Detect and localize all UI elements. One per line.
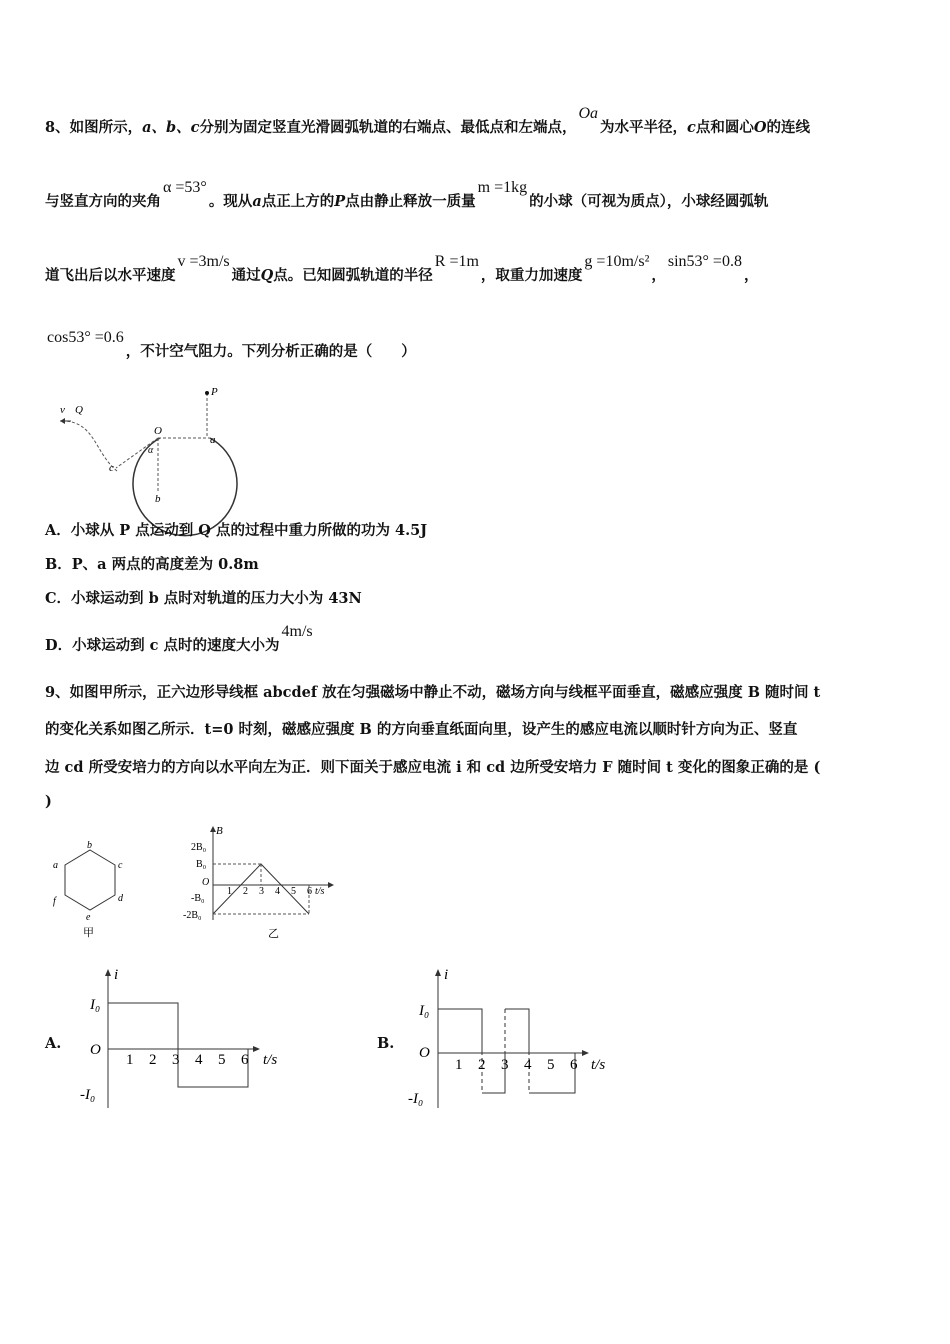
label-c: c	[109, 462, 114, 474]
q8-text: 点由静止释放一质量	[345, 193, 476, 210]
q8-text: ，取重力加速度	[480, 267, 583, 284]
q8-point-a: a	[252, 193, 262, 210]
b-tick-i0: I₀	[419, 1003, 430, 1019]
bt-caption: 乙	[268, 928, 279, 940]
q8-line-2	[45, 179, 769, 211]
q8-text: 分别为固定竖直光滑圆弧轨道的右端点、最低点和左端点，	[199, 119, 577, 136]
label-o: O	[154, 425, 162, 437]
q9-option-b-label[interactable]: B.	[377, 1035, 395, 1052]
a-ylabel: i	[114, 967, 119, 983]
bt-tick-neg-2b0: -2B₀	[183, 910, 202, 921]
q8-text: 。现从	[208, 193, 253, 210]
bt-tick-neg-b0: -B₀	[191, 893, 205, 904]
a-tick-neg-i0: -I₀	[80, 1087, 96, 1103]
a-tick-2: 2	[149, 1052, 157, 1068]
q8-text: 的连线	[766, 119, 811, 136]
b-ylabel: i	[444, 967, 449, 983]
bt-origin: O	[202, 877, 210, 888]
bt-tick-b0: B₀	[196, 859, 207, 870]
q8-option-a[interactable]: A．小球从 P 点运动到 Q 点的过程中重力所做的功为 4.5J	[45, 522, 428, 539]
b-x-arrow-icon	[582, 1050, 589, 1056]
label-q: Q	[75, 404, 83, 416]
q9-line-4: )	[45, 793, 52, 810]
a-xlabel: t/s	[263, 1052, 278, 1068]
q8-text: 点。已知圆弧轨道的半径	[273, 267, 433, 284]
label-v: v	[60, 404, 65, 416]
b-tick-4: 4	[524, 1057, 532, 1073]
label-p: P	[211, 386, 218, 398]
hex-label-f: f	[53, 896, 56, 907]
q8-line-4	[45, 329, 416, 361]
b-seg-3	[505, 1009, 529, 1053]
a-x-arrow-icon	[253, 1046, 260, 1052]
q8-text: 通过	[231, 267, 261, 284]
q8-point-c: c	[687, 119, 696, 136]
q8-text: ，	[743, 267, 759, 284]
q8-text: 8、如图所示，	[45, 119, 143, 136]
bt-tick-6: 6	[307, 886, 312, 897]
b-tick-3: 3	[501, 1057, 509, 1073]
q9-line-1: 9、如图甲所示，正六边形导线框 abcdef 放在匀强磁场中静止不动，磁场方向与线框平面垂直，磁感应强度 B 随时间 t	[45, 684, 821, 701]
q9-line-2: 的变化关系如图乙所示．t=0 时刻，磁感应强度 B 的方向垂直纸面向里，设产生的感应电流以顺时针方向为正、竖直	[45, 721, 798, 738]
a-tick-3: 3	[172, 1052, 180, 1068]
q9-line-3: 边 cd 所受安培力的方向以水平向左为正．则下面关于感应电流 i 和 cd 边所受安培力 F 随时间 t 变化的图象正确的是 (	[45, 759, 821, 776]
q8-text: 与竖直方向的夹角	[45, 193, 161, 210]
q8-point-o: O	[753, 119, 767, 136]
a-tick-6: 6	[241, 1052, 249, 1068]
formula-radius: R =1m	[434, 253, 479, 270]
bt-tick-2b0: 2B₀	[191, 842, 207, 853]
q9-option-a-graph[interactable]	[78, 965, 308, 1115]
a-tick-1: 1	[126, 1052, 134, 1068]
a-tick-4: 4	[195, 1052, 203, 1068]
formula-mass: m =1kg	[477, 179, 528, 196]
hexagon-figure	[45, 838, 135, 943]
b-origin: O	[419, 1045, 430, 1061]
formula-alpha: α =53°	[163, 179, 207, 196]
arrow-head-icon	[60, 418, 65, 424]
q8-option-c[interactable]: C．小球运动到 b 点时对轨道的压力大小为 43N	[45, 590, 362, 607]
point-p	[205, 391, 209, 395]
a-origin: O	[90, 1042, 101, 1058]
q8-point-p: P	[334, 193, 346, 210]
q8-text: 点和圆心	[695, 119, 754, 136]
b-tick-neg-i0: -I₀	[408, 1091, 424, 1107]
hex-caption: 甲	[83, 927, 94, 939]
bt-tick-4: 4	[275, 886, 280, 897]
q8-point-q: Q	[260, 267, 274, 284]
q8-line-3	[45, 253, 759, 285]
a-tick-5: 5	[218, 1052, 226, 1068]
hex-label-b: b	[87, 840, 92, 851]
q8-option-b[interactable]: B．P、a 两点的高度差为 0.8m	[45, 556, 259, 573]
formula-gravity: g =10m/s²	[584, 253, 650, 270]
formula-velocity: v =3m/s	[177, 253, 230, 270]
bt-graph	[178, 822, 343, 942]
a-tick-i0: I₀	[90, 997, 101, 1013]
hex-label-d: d	[118, 893, 123, 904]
q8-text: 的小球（可视为质点），小球经圆弧轨	[529, 193, 769, 210]
formula-4ms: 4m/s	[281, 623, 313, 640]
b-tick-2: 2	[478, 1057, 486, 1073]
label-alpha: α	[148, 445, 154, 456]
label-a: a	[210, 434, 216, 446]
hex-label-e: e	[86, 912, 91, 923]
q8-line-1	[45, 105, 811, 137]
bt-tick-2: 2	[243, 886, 248, 897]
q8-text: 点正上方的	[261, 193, 335, 210]
b-xlabel: t/s	[591, 1057, 606, 1073]
q8-option-d[interactable]	[45, 623, 315, 655]
formula-oa: Oa	[578, 105, 599, 122]
q8-points: a、b、c	[142, 119, 200, 136]
q8-text: ，不计空气阻力。下列分析正确的是（ ）	[125, 343, 416, 360]
q9-option-b-graph[interactable]	[405, 965, 635, 1115]
q8-text: 为水平半径，	[600, 119, 688, 136]
b-tick-5: 5	[547, 1057, 555, 1073]
formula-cos53: cos53° =0.6	[47, 329, 124, 346]
q9-option-a-label[interactable]: A.	[45, 1035, 62, 1052]
hex-label-c: c	[118, 860, 123, 871]
bt-tick-3: 3	[259, 886, 264, 897]
formula-sin53: sin53° =0.8	[667, 253, 742, 270]
label-b: b	[155, 493, 161, 505]
bt-x-arrow-icon	[328, 882, 334, 888]
b-y-arrow-icon	[435, 969, 441, 976]
q8-text: 道飞出后以水平速度	[45, 267, 176, 284]
b-seg-1	[438, 1009, 482, 1053]
bt-tick-1: 1	[227, 886, 232, 897]
bt-ylabel: B	[216, 825, 223, 837]
bt-xlabel: t/s	[315, 886, 325, 897]
b-tick-6: 6	[570, 1057, 578, 1073]
hex-label-a: a	[53, 860, 58, 871]
q8-text: ，	[651, 267, 666, 284]
q8-option-d-text: D．小球运动到 c 点时的速度大小为	[45, 637, 280, 654]
bt-tick-5: 5	[291, 886, 296, 897]
a-y-arrow-icon	[105, 969, 111, 976]
q8-track-figure	[55, 383, 235, 508]
hexagon-frame	[65, 850, 115, 910]
b-tick-1: 1	[455, 1057, 463, 1073]
